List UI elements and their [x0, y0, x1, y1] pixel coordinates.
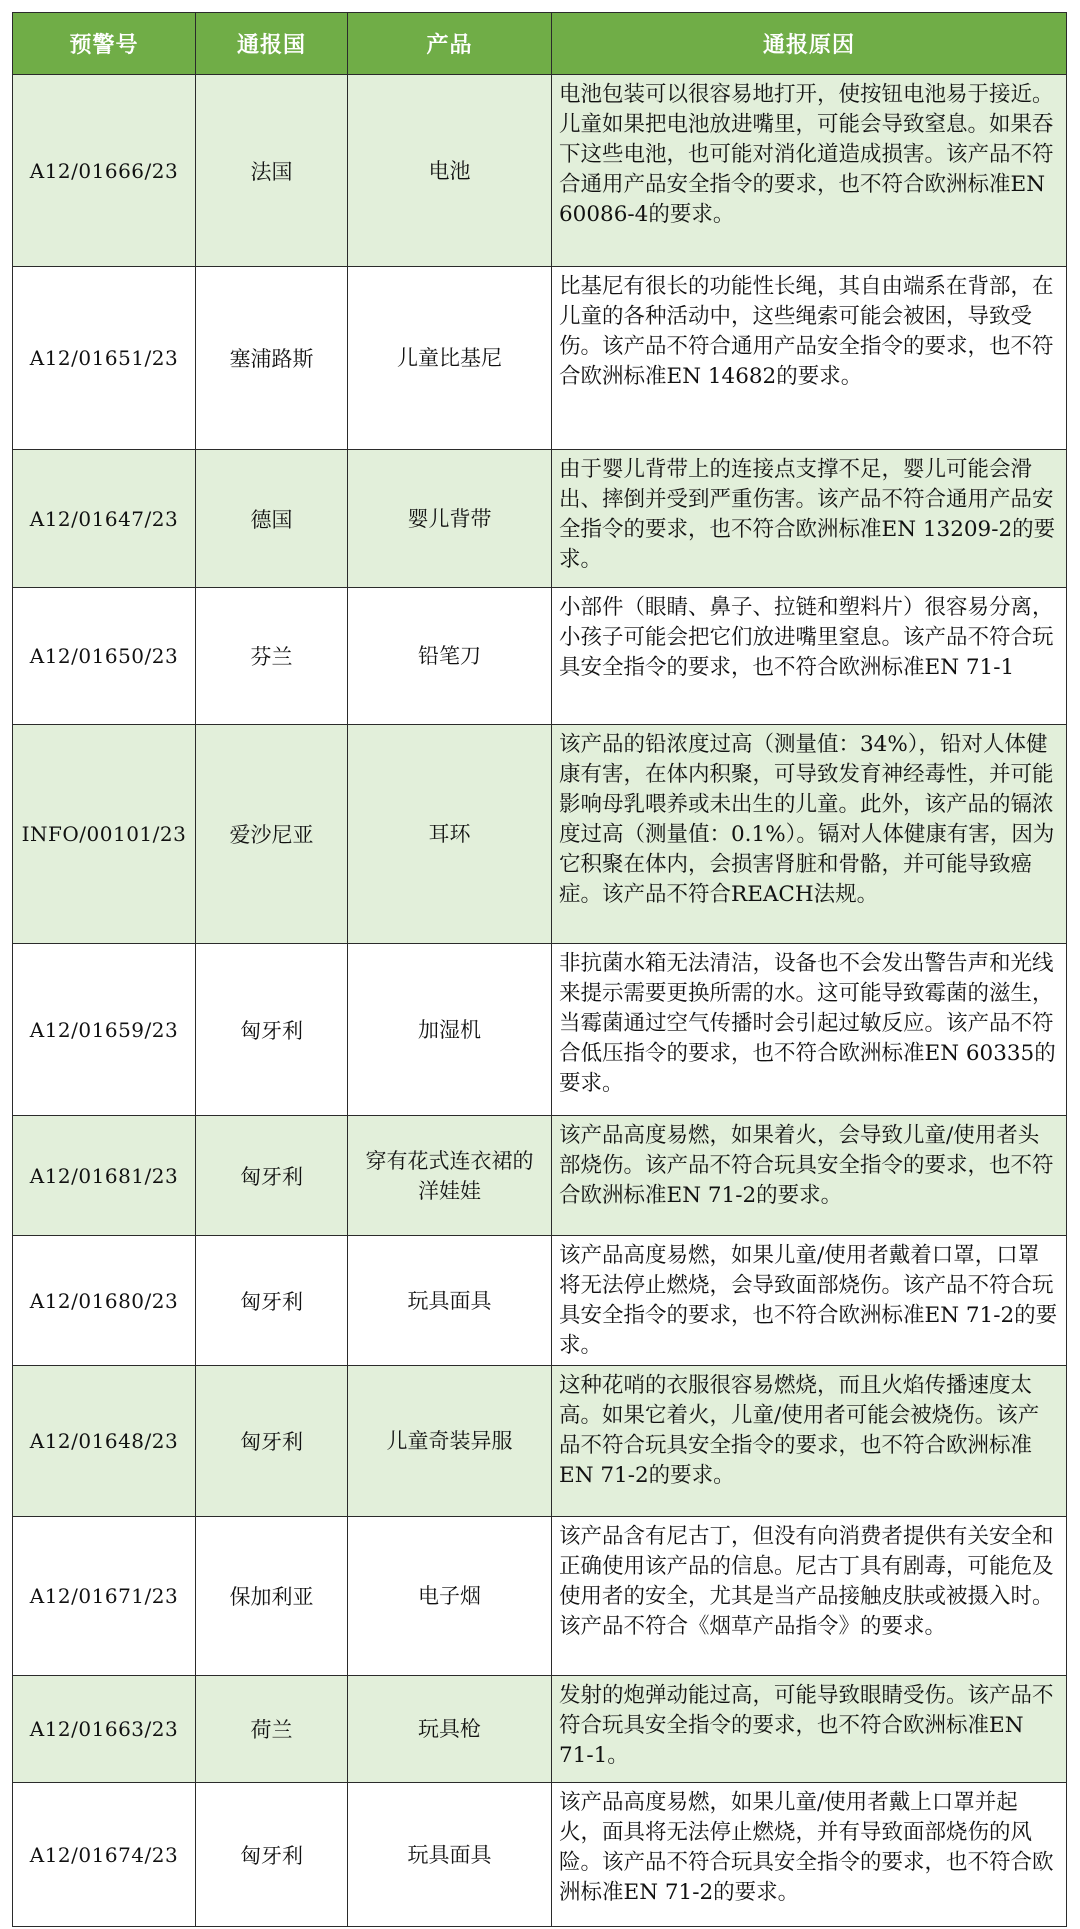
product-cell: 电池: [348, 75, 552, 267]
product-cell: 加湿机: [348, 944, 552, 1116]
reason-cell: 这种花哨的衣服很容易燃烧，而且火焰传播速度太高。如果它着火，儿童/使用者可能会被烧伤。该产品不符合玩具安全指令的要求，也不符合欧洲标准EN 71-2的要求。: [552, 1366, 1067, 1517]
product-cell: 耳环: [348, 725, 552, 944]
table-row: [13, 725, 1067, 944]
product-cell: 穿有花式连衣裙的洋娃娃: [348, 1116, 552, 1236]
table-row: [13, 944, 1067, 1116]
alert-number-cell: A12/01650/23: [13, 588, 196, 725]
product-cell: 儿童比基尼: [348, 267, 552, 450]
reason-cell: 由于婴儿背带上的连接点支撑不足，婴儿可能会滑出、摔倒并受到严重伤害。该产品不符合通用产品安全指令的要求，也不符合欧洲标准EN 13209-2的要求。: [552, 450, 1067, 588]
reason-cell: 比基尼有很长的功能性长绳，其自由端系在背部，在儿童的各种活动中，这些绳索可能会被困，导致受伤。该产品不符合通用产品安全指令的要求，也不符合欧洲标准EN 14682的要求。: [552, 267, 1067, 450]
alert-table-container: [12, 12, 1066, 1927]
reason-cell: 该产品高度易燃，如果儿童/使用者戴上口罩并起火，面具将无法停止燃烧，并有导致面部烧伤的风险。该产品不符合玩具安全指令的要求，也不符合欧洲标准EN 71-2的要求。: [552, 1783, 1067, 1927]
alert-number-cell: A12/01648/23: [13, 1366, 196, 1517]
table-row: [13, 450, 1067, 588]
product-cell: 玩具面具: [348, 1783, 552, 1927]
country-cell: 法国: [196, 75, 348, 267]
alert-number-cell: A12/01680/23: [13, 1236, 196, 1366]
country-cell: 芬兰: [196, 588, 348, 725]
alert-number-cell: A12/01647/23: [13, 450, 196, 588]
header-country: 通报国: [196, 13, 348, 75]
country-cell: 爱沙尼亚: [196, 725, 348, 944]
country-cell: 德国: [196, 450, 348, 588]
table-body: [13, 75, 1067, 1927]
reason-cell: 该产品高度易燃，如果儿童/使用者戴着口罩，口罩将无法停止燃烧，会导致面部烧伤。该产品不符合玩具安全指令的要求，也不符合欧洲标准EN 71-2的要求。: [552, 1236, 1067, 1366]
table-row: [13, 75, 1067, 267]
country-cell: 匈牙利: [196, 1783, 348, 1927]
product-cell: 儿童奇装异服: [348, 1366, 552, 1517]
country-cell: 匈牙利: [196, 944, 348, 1116]
reason-cell: 电池包装可以很容易地打开，使按钮电池易于接近。儿童如果把电池放进嘴里，可能会导致窒息。如果吞下这些电池，也可能对消化道造成损害。该产品不符合通用产品安全指令的要求，也不符合欧洲标准EN 60086-4的要求。: [552, 75, 1067, 267]
alert-table: [12, 12, 1067, 1927]
table-row: [13, 1366, 1067, 1517]
table-row: [13, 588, 1067, 725]
alert-number-cell: A12/01663/23: [13, 1676, 196, 1783]
country-cell: 匈牙利: [196, 1236, 348, 1366]
country-cell: 保加利亚: [196, 1517, 348, 1676]
alert-number-cell: INFO/00101/23: [13, 725, 196, 944]
reason-cell: 该产品的铅浓度过高（测量值：34%），铅对人体健康有害，在体内积聚，可导致发育神经毒性，并可能影响母乳喂养或未出生的儿童。此外，该产品的镉浓度过高（测量值：0.1%）。镉对人体健康有害，因为它积聚在体内，会损害肾脏和骨骼，并可能导致癌症。该产品不符合REACH法规。: [552, 725, 1067, 944]
country-cell: 匈牙利: [196, 1116, 348, 1236]
header-reason: 通报原因: [552, 13, 1067, 75]
product-cell: 玩具枪: [348, 1676, 552, 1783]
table-row: [13, 1236, 1067, 1366]
header-product: 产品: [348, 13, 552, 75]
reason-cell: 发射的炮弹动能过高，可能导致眼睛受伤。该产品不符合玩具安全指令的要求，也不符合欧洲标准EN 71-1。: [552, 1676, 1067, 1783]
table-row: [13, 1783, 1067, 1927]
table-row: [13, 1517, 1067, 1676]
table-row: [13, 267, 1067, 450]
alert-number-cell: A12/01666/23: [13, 75, 196, 267]
table-header: [13, 13, 1067, 75]
header-row: [13, 13, 1067, 75]
table-row: [13, 1116, 1067, 1236]
alert-number-cell: A12/01651/23: [13, 267, 196, 450]
reason-cell: 小部件（眼睛、鼻子、拉链和塑料片）很容易分离，小孩子可能会把它们放进嘴里窒息。该产品不符合玩具安全指令的要求，也不符合欧洲标准EN 71-1: [552, 588, 1067, 725]
alert-number-cell: A12/01671/23: [13, 1517, 196, 1676]
alert-number-cell: A12/01659/23: [13, 944, 196, 1116]
country-cell: 荷兰: [196, 1676, 348, 1783]
table-row: [13, 1676, 1067, 1783]
header-alert-number: 预警号: [13, 13, 196, 75]
reason-cell: 该产品含有尼古丁，但没有向消费者提供有关安全和正确使用该产品的信息。尼古丁具有剧毒，可能危及使用者的安全，尤其是当产品接触皮肤或被摄入时。该产品不符合《烟草产品指令》的要求。: [552, 1517, 1067, 1676]
alert-number-cell: A12/01681/23: [13, 1116, 196, 1236]
country-cell: 匈牙利: [196, 1366, 348, 1517]
product-cell: 婴儿背带: [348, 450, 552, 588]
reason-cell: 该产品高度易燃，如果着火，会导致儿童/使用者头部烧伤。该产品不符合玩具安全指令的要求，也不符合欧洲标准EN 71-2的要求。: [552, 1116, 1067, 1236]
product-cell: 电子烟: [348, 1517, 552, 1676]
product-cell: 铅笔刀: [348, 588, 552, 725]
country-cell: 塞浦路斯: [196, 267, 348, 450]
alert-number-cell: A12/01674/23: [13, 1783, 196, 1927]
product-cell: 玩具面具: [348, 1236, 552, 1366]
reason-cell: 非抗菌水箱无法清洁，设备也不会发出警告声和光线来提示需要更换所需的水。这可能导致霉菌的滋生，当霉菌通过空气传播时会引起过敏反应。该产品不符合低压指令的要求，也不符合欧洲标准EN 60335的要求。: [552, 944, 1067, 1116]
